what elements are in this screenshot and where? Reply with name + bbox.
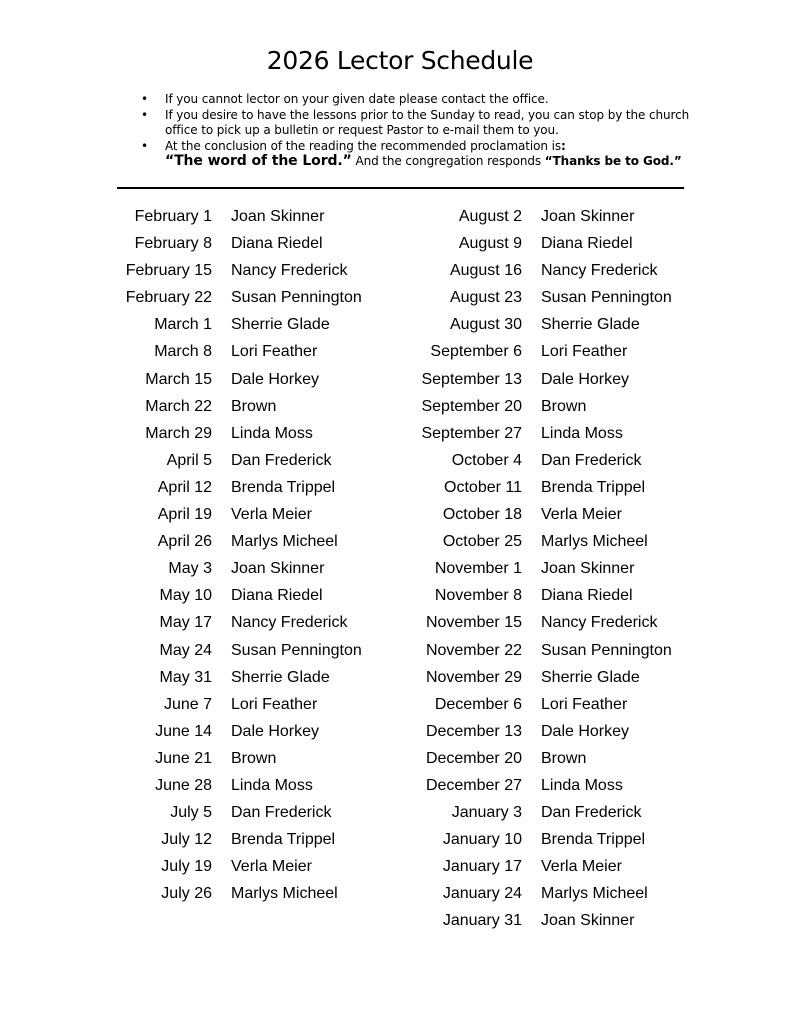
instructions-list	[138, 92, 698, 170]
lector-name: Diana Riedel	[541, 587, 633, 605]
schedule-row	[402, 907, 672, 934]
schedule-date: November 8	[434, 587, 522, 605]
bullet-icon: •	[141, 92, 148, 106]
schedule-row	[112, 230, 362, 257]
schedule-date: June 28	[155, 776, 212, 794]
schedule-row	[402, 555, 672, 582]
lector-name: Brenda Trippel	[231, 831, 336, 849]
lector-name: Brown	[231, 397, 277, 415]
schedule-row	[112, 447, 362, 474]
schedule-date: March 8	[154, 343, 212, 361]
schedule-row	[112, 826, 362, 853]
schedule-row	[402, 880, 672, 907]
schedule-date: February 15	[125, 262, 212, 280]
lector-name: Dale Horkey	[231, 722, 320, 740]
schedule-date: May 17	[159, 614, 212, 632]
lector-name: Verla Meier	[541, 858, 622, 876]
schedule-row	[402, 420, 672, 447]
schedule-date: April 19	[157, 506, 212, 524]
schedule-date: June 14	[155, 722, 212, 740]
schedule-date: June 21	[155, 749, 212, 767]
instruction-text: If you desire to have the lessons prior to the Sunday to read, you can stop by the church office to pick up a bulletin or request Pastor to e-mail them to you.	[165, 107, 690, 137]
lector-name: Dale Horkey	[541, 722, 630, 740]
schedule-date: July 19	[161, 858, 212, 876]
lector-name: Brenda Trippel	[541, 831, 646, 849]
bullet-icon: •	[141, 138, 148, 153]
lector-name: Dan Frederick	[231, 451, 332, 469]
schedule-row	[112, 799, 362, 826]
lector-name: Dale Horkey	[541, 370, 630, 388]
schedule-date: September 13	[421, 370, 522, 388]
schedule-row	[112, 474, 362, 501]
schedule-date: May 31	[159, 668, 212, 686]
schedule-date: September 6	[430, 343, 522, 361]
schedule-date: February 22	[125, 289, 212, 307]
schedule-row	[112, 664, 362, 691]
schedule-date: March 22	[145, 397, 212, 415]
schedule-date: November 15	[425, 614, 522, 632]
lector-name: Susan Pennington	[231, 641, 362, 659]
schedule-date: November 1	[434, 560, 522, 578]
schedule-row	[112, 257, 362, 284]
schedule-row	[112, 745, 362, 772]
schedule-row	[402, 474, 672, 501]
schedule-row	[402, 230, 672, 257]
instruction-item	[138, 139, 698, 170]
lector-name: Brenda Trippel	[231, 478, 336, 496]
lector-name: Linda Moss	[231, 424, 313, 442]
response-intro: And the congregation responds	[351, 154, 545, 168]
schedule-row	[402, 691, 672, 718]
schedule-date: January 10	[442, 831, 522, 849]
schedule-column-left	[112, 203, 362, 907]
schedule-date: August 30	[449, 316, 522, 334]
schedule-row	[402, 311, 672, 338]
schedule-date: November 22	[425, 641, 522, 659]
schedule-row	[402, 637, 672, 664]
schedule-row	[112, 501, 362, 528]
schedule-row	[402, 772, 672, 799]
lector-name: Susan Pennington	[541, 641, 672, 659]
schedule-row	[402, 257, 672, 284]
schedule-date: November 29	[425, 668, 522, 686]
schedule-row	[112, 853, 362, 880]
lector-name: Sherrie Glade	[231, 316, 330, 334]
schedule-row	[112, 393, 362, 420]
lector-name: Dan Frederick	[541, 804, 642, 822]
lector-name: Sherrie Glade	[541, 316, 640, 334]
schedule-date: December 13	[425, 722, 522, 740]
schedule-row	[402, 528, 672, 555]
lector-name: Verla Meier	[231, 858, 312, 876]
schedule-row	[402, 664, 672, 691]
schedule-date: January 3	[451, 804, 522, 822]
schedule-date: October 11	[444, 478, 522, 496]
lector-name: Nancy Frederick	[231, 262, 348, 280]
lector-name: Lori Feather	[541, 343, 628, 361]
schedule-row	[402, 393, 672, 420]
schedule-date: October 4	[451, 451, 522, 469]
schedule-date: January 31	[442, 912, 522, 930]
page-title: 2026 Lector Schedule	[266, 46, 534, 75]
lector-name: Verla Meier	[541, 506, 622, 524]
schedule-date: October 18	[442, 506, 522, 524]
schedule-row	[402, 799, 672, 826]
lector-name: Dan Frederick	[231, 804, 332, 822]
schedule-date: May 24	[159, 641, 212, 659]
schedule-row	[402, 284, 672, 311]
lector-name: Linda Moss	[541, 424, 623, 442]
bullet-icon: •	[141, 107, 148, 122]
schedule-date: January 24	[442, 885, 522, 903]
lector-name: Lori Feather	[231, 695, 318, 713]
instruction-item	[138, 92, 698, 108]
lector-name: Marlys Micheel	[231, 533, 338, 551]
schedule-date: February 8	[134, 235, 212, 253]
schedule-row	[112, 528, 362, 555]
lector-name: Joan Skinner	[541, 912, 635, 930]
instruction-item	[138, 108, 698, 139]
lector-name: Marlys Micheel	[231, 885, 338, 903]
schedule-row	[112, 338, 362, 365]
schedule-row	[402, 853, 672, 880]
lector-name: Brown	[541, 749, 587, 767]
schedule-row	[402, 826, 672, 853]
lector-name: Joan Skinner	[541, 560, 635, 578]
lector-name: Linda Moss	[231, 776, 313, 794]
lector-name: Diana Riedel	[231, 587, 323, 605]
lector-name: Brown	[541, 397, 587, 415]
divider	[117, 187, 684, 189]
lector-name: Nancy Frederick	[541, 262, 658, 280]
schedule-date: January 17	[442, 858, 522, 876]
schedule-row	[402, 718, 672, 745]
lector-name: Susan Pennington	[541, 289, 672, 307]
instruction-text: At the conclusion of the reading the recommended proclamation is	[165, 138, 561, 153]
schedule-row	[402, 745, 672, 772]
instruction-colon: :	[560, 138, 566, 153]
schedule-date: May 3	[168, 560, 212, 578]
schedule-date: August 2	[458, 208, 522, 225]
lector-name: Susan Pennington	[231, 289, 362, 307]
schedule-date: April 26	[157, 533, 212, 551]
lector-name: Brenda Trippel	[541, 478, 646, 496]
schedule-row	[112, 203, 362, 230]
response-text: “Thanks be to God.”	[544, 154, 682, 168]
lector-name: Diana Riedel	[541, 235, 633, 253]
schedule-date: July 5	[170, 804, 212, 822]
lector-name: Nancy Frederick	[231, 614, 348, 632]
lector-name: Verla Meier	[231, 506, 312, 524]
schedule-date: September 27	[421, 424, 522, 442]
schedule-row	[112, 420, 362, 447]
schedule-date: August 23	[449, 289, 522, 307]
schedule-row	[112, 718, 362, 745]
schedule-date: March 29	[145, 424, 212, 442]
instruction-text: If you cannot lector on your given date please contact the office.	[165, 92, 549, 106]
schedule-row	[402, 501, 672, 528]
schedule-column-right	[402, 203, 672, 935]
lector-name: Marlys Micheel	[541, 885, 648, 903]
schedule-date: September 20	[421, 397, 522, 415]
schedule-row	[402, 582, 672, 609]
lector-name: Dan Frederick	[541, 451, 642, 469]
schedule-date: April 5	[166, 451, 212, 469]
schedule-date: August 9	[458, 235, 522, 253]
lector-name: Brown	[231, 749, 277, 767]
lector-name: Lori Feather	[541, 695, 628, 713]
schedule-date: May 10	[159, 587, 212, 605]
schedule-date: March 15	[145, 370, 212, 388]
schedule-row	[112, 880, 362, 907]
schedule-row	[112, 555, 362, 582]
schedule-row	[112, 311, 362, 338]
schedule-row	[112, 366, 362, 393]
schedule-row	[112, 637, 362, 664]
schedule-date: April 12	[157, 478, 212, 496]
schedule-date: July 12	[161, 831, 212, 849]
lector-name: Linda Moss	[541, 776, 623, 794]
schedule-row	[402, 609, 672, 636]
lector-name: Joan Skinner	[231, 208, 325, 225]
schedule-date: July 26	[161, 885, 212, 903]
lector-name: Joan Skinner	[231, 560, 325, 578]
schedule-row	[402, 203, 672, 230]
schedule-row	[112, 284, 362, 311]
schedule-date: August 16	[449, 262, 522, 280]
lector-name: Sherrie Glade	[231, 668, 330, 686]
schedule-date: October 25	[442, 533, 522, 551]
lector-name: Diana Riedel	[231, 235, 323, 253]
schedule-row	[402, 366, 672, 393]
schedule-date: March 1	[154, 316, 212, 334]
lector-name: Dale Horkey	[231, 370, 320, 388]
schedule-date: December 27	[425, 776, 522, 794]
lector-name: Sherrie Glade	[541, 668, 640, 686]
lector-name: Marlys Micheel	[541, 533, 648, 551]
schedule-row	[112, 582, 362, 609]
schedule-date: December 20	[425, 749, 522, 767]
schedule-row	[112, 609, 362, 636]
schedule-date: February 1	[134, 208, 212, 225]
lector-name: Lori Feather	[231, 343, 318, 361]
schedule-row	[402, 338, 672, 365]
lector-name: Nancy Frederick	[541, 614, 658, 632]
schedule-date: December 6	[434, 695, 522, 713]
lector-name: Joan Skinner	[541, 208, 635, 225]
schedule-date: June 7	[163, 695, 212, 713]
schedule-row	[112, 772, 362, 799]
proclamation-text: “The word of the Lord.”	[165, 153, 352, 169]
schedule-row	[112, 691, 362, 718]
schedule-row	[402, 447, 672, 474]
